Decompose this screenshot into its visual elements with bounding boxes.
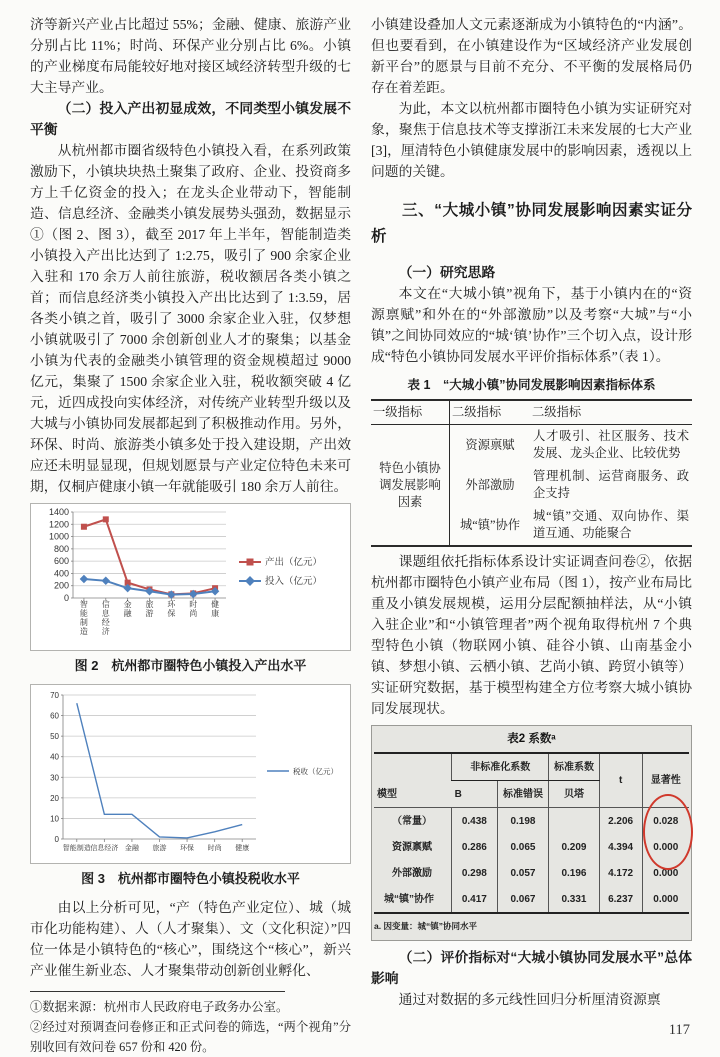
- t1-header-level3: 二级指标: [530, 400, 692, 425]
- t2-header-model: 模型: [374, 753, 452, 808]
- svg-text:信息经济: 信息经济: [101, 600, 110, 636]
- figure-3-caption: 图 3 杭州都市圈特色小镇投税收水平: [81, 871, 300, 886]
- svg-text:健康: 健康: [235, 845, 250, 852]
- t2-r2-beta: 0.209: [549, 834, 599, 860]
- paragraph-survey-design: 课题组依托指标体系设计实证调查问卷②，依据杭州都市圈特色小镇产业布局（图 1），按产业布局比重及小镇发展规模，运用分层配额抽样法，从“小镇入驻企业”和“小镇管理者”两个视角取得杭州 7 个典型特色小镇（物联网小镇、硅谷小镇、山南基金小镇、梦想小镇、云栖小镇、艺尚小镇、跨贸小镇等）实证研究数据，基于模型构建全方位考察大城小镇协同发展现状。: [371, 554, 692, 716]
- page-number: 117: [668, 1022, 690, 1038]
- svg-text:信息经济: 信息经济: [90, 845, 119, 852]
- t1-row2-l3: 管理机制、运营商服务、政企支持: [533, 469, 689, 500]
- subsection-heading-overall-impact: （二）评价指标对“大城小镇协同发展水平”总体影响: [371, 950, 692, 986]
- t1-header-level1: 一级指标: [371, 400, 450, 425]
- t2-r3-sig: 0.000: [642, 860, 689, 886]
- table-row: [374, 753, 689, 781]
- table-1: [371, 399, 692, 547]
- t1-group-label: 特色小镇协调发展影响因素: [371, 425, 450, 547]
- t1-row2-l2: 外部激励: [465, 477, 515, 492]
- t2-r4-sig: 0.000: [642, 886, 689, 913]
- svg-text:旅游: 旅游: [145, 600, 154, 618]
- svg-text:0: 0: [54, 835, 59, 844]
- t2-r1-se: 0.198: [497, 808, 549, 835]
- svg-text:时尚: 时尚: [207, 845, 222, 852]
- svg-text:30: 30: [50, 773, 59, 783]
- table-2: [374, 752, 689, 914]
- svg-text:800: 800: [53, 543, 69, 554]
- svg-text:1200: 1200: [48, 519, 69, 530]
- t2-header-std: 标准系数: [549, 753, 599, 781]
- svg-text:环保: 环保: [167, 600, 176, 618]
- subsection-heading-2: （二）投入产出初显成效，不同类型小镇发展不平衡: [30, 101, 351, 137]
- t2-r3-se: 0.057: [497, 860, 549, 886]
- svg-text:40: 40: [50, 752, 59, 762]
- figure-2: [30, 503, 351, 651]
- t2-r3-beta: 0.196: [549, 860, 599, 886]
- svg-text:健康: 健康: [211, 600, 220, 618]
- t1-header-level2: 二级指标: [450, 400, 531, 425]
- footnotes: [30, 997, 351, 1057]
- paragraph-investment-output: 从杭州都市圈省级特色小镇投入看，在系列政策激励下，小镇块块热土聚集了政府、企业、投资商多方上千亿资金的投入；在龙头企业带动下，智能制造、信息经济、金融类小镇发展势头强劲，数据显示①（图 2、图 3），截至 2017 年上半年，智能制造类小镇投入产出比达到了 1:2.75，吸引了 900 余家企业入驻和 170 余万人前往旅游，税收额居各类小镇之首；而信息经济类小镇投入产出比达到了 1:3.59，居各类小镇之首，吸引了 3000 余家企业入驻，仅梦想小镇就吸引了 7000 余创新创业人才的聚集；以基金小镇为代表的金融类小镇管理的资金规模超过 9000 亿元，集聚了 1500 余家企业入驻，税收额突破 4 亿元，近四成投向实体经济，对传统产业转型升级以及大城与小镇协同发展都起到了积极推动作用。另外，环保、时尚、旅游类小镇多处于投入建设期，产出效应还未明显显现，但规划愿景与产业定位特色未来可期，仅桐庐健康小镇一年就能吸引 180 余万人前往。: [30, 143, 351, 494]
- table-row: [374, 834, 689, 860]
- right-column: [371, 14, 692, 1057]
- svg-text:金融: 金融: [124, 845, 139, 852]
- table-row: [374, 808, 689, 835]
- t2-r2-b: 0.286: [452, 834, 498, 860]
- svg-text:税收（亿元）: 税收（亿元）: [293, 767, 338, 776]
- t2-r3-label: 外部激励: [392, 867, 432, 879]
- svg-text:0: 0: [63, 593, 69, 603]
- t1-row3-l3: 城“镇”交通、双向协作、渠道互通、功能聚合: [533, 509, 689, 540]
- t1-row3-l2: 城“镇”协作: [459, 517, 521, 532]
- figure2-line-chart: [31, 504, 348, 644]
- svg-text:1000: 1000: [48, 531, 69, 542]
- t2-r2-label: 资源禀赋: [392, 841, 432, 853]
- table-2-caption: 表2 系数ᵃ: [507, 733, 556, 745]
- table-row: [371, 400, 692, 425]
- t2-r3-b: 0.298: [452, 860, 498, 886]
- t2-header-b: B: [452, 781, 498, 808]
- t2-r1-beta: [549, 808, 599, 835]
- table-2-block: [371, 725, 692, 941]
- svg-text:1400: 1400: [48, 507, 69, 517]
- paragraph-core-analysis: 由以上分析可见，“产（特色产业定位）、城（城市化功能构建）、人（人才聚集）、文（文化积淀）”四位一体是小镇特色的“核心”，围绕这个“核心”，新兴产业催生新业态、人才聚集带动创新创业孵化、: [30, 900, 351, 978]
- t2-r2-sig: 0.000: [642, 834, 689, 860]
- table-2-footnote: a. 因变量：城“镇”协同水平: [374, 921, 477, 931]
- svg-text:50: 50: [50, 732, 59, 742]
- svg-text:环保: 环保: [180, 845, 195, 852]
- paragraph-regression-start: 通过对数据的多元线性回归分析厘清资源禀: [398, 992, 661, 1007]
- table-1-caption: 表 1 “大城小镇”协同发展影响因素指标体系: [407, 378, 656, 392]
- svg-text:投入（亿元）: 投入（亿元）: [265, 576, 323, 587]
- table-row: [371, 425, 692, 466]
- t2-r2-t: 4.394: [599, 834, 642, 860]
- figure-3: [30, 684, 351, 864]
- paragraph-town-connotation: 小镇建设叠加人文元素逐渐成为小镇特色的“内涵”。但也要看到，在小镇建设作为“区域经济产业发展创新平台”的愿景与目前不充分、不平衡的发展格局仍存在着差距。: [371, 17, 692, 95]
- svg-text:600: 600: [53, 556, 69, 567]
- t2-r3-t: 4.172: [599, 860, 642, 886]
- svg-text:旅游: 旅游: [152, 845, 167, 852]
- footnote-separator: [30, 991, 285, 992]
- t2-r4-t: 6.237: [599, 886, 642, 913]
- t1-row1-l3: 人才吸引、社区服务、技术发展、龙头企业、比较优势: [533, 429, 689, 460]
- table-row: [374, 860, 689, 886]
- t2-r4-b: 0.417: [452, 886, 498, 913]
- section-heading-3: 三、“大城小镇”协同发展影响因素实证分析: [371, 202, 692, 245]
- svg-text:智能制造: 智能制造: [62, 845, 91, 852]
- footnote-2: ②经过对预调查问卷修正和正式问卷的筛选，“两个视角”分别收回有效问卷 657 份和 420 份。: [30, 1020, 351, 1054]
- t2-r4-label: 城“镇”协作: [384, 893, 434, 905]
- svg-text:400: 400: [53, 568, 69, 579]
- figure-2-caption: 图 2 杭州都市圈特色小镇投入产出水平: [74, 658, 307, 673]
- t2-r1-b: 0.438: [452, 808, 498, 835]
- svg-text:时尚: 时尚: [189, 600, 198, 618]
- t2-r4-beta: 0.331: [549, 886, 599, 913]
- paragraph-research-idea: 本文在“大城小镇”视角下，基于小镇内在的“资源禀赋”和外在的“外部激励”以及考察“大城”与“小镇”之间协同效应的“城‘镇’协作”三个切入点，设计形成“特色小镇协同发展水平评价指标体系”（表 1）。: [371, 286, 692, 364]
- table-2-wrap: [374, 752, 689, 914]
- table-row: [374, 886, 689, 913]
- t2-r1-t: 2.206: [599, 808, 642, 835]
- t1-row1-l2: 资源禀赋: [465, 437, 515, 452]
- t2-r4-se: 0.067: [497, 886, 549, 913]
- t2-r1-sig: 0.028: [642, 808, 689, 835]
- t2-header-se: 标准错误: [497, 781, 549, 808]
- svg-text:产出（亿元）: 产出（亿元）: [265, 557, 323, 568]
- svg-text:20: 20: [50, 793, 59, 803]
- t2-header-sig: 显著性: [642, 753, 689, 808]
- svg-text:200: 200: [53, 580, 69, 591]
- paragraph-research-object: 为此，本文以杭州都市圈特色小镇为实证研究对象，聚焦于信息技术等支撑浙江未来发展的七大产业[3]，厘清特色小镇健康发展中的影响因素，透视以上问题的关键。: [371, 101, 692, 179]
- t2-header-unstd: 非标准化系数: [452, 753, 549, 781]
- t2-header-t: t: [599, 753, 642, 808]
- t2-header-beta: 贝塔: [549, 781, 599, 808]
- svg-text:70: 70: [50, 691, 59, 700]
- left-column: [30, 14, 351, 1057]
- t2-r2-se: 0.065: [497, 834, 549, 860]
- paragraph-industry-share: 济等新兴产业占比超过 55%；金融、健康、旅游产业分别占比 11%；时尚、环保产业分别占比 6%。小镇的产业梯度布局能较好地对接区域经济转型升级的七大主导产业。: [30, 17, 351, 95]
- svg-text:智能制造: 智能制造: [79, 600, 88, 636]
- svg-text:60: 60: [50, 711, 59, 721]
- subsection-heading-research-idea: （一）研究思路: [398, 265, 496, 280]
- svg-text:金融: 金融: [123, 600, 132, 618]
- t2-r1-label: （常量）: [392, 815, 432, 827]
- footnote-1: ①数据来源：杭州市人民政府电子政务办公室。: [30, 1000, 289, 1014]
- figure3-line-chart: [31, 685, 348, 857]
- svg-text:10: 10: [50, 814, 59, 824]
